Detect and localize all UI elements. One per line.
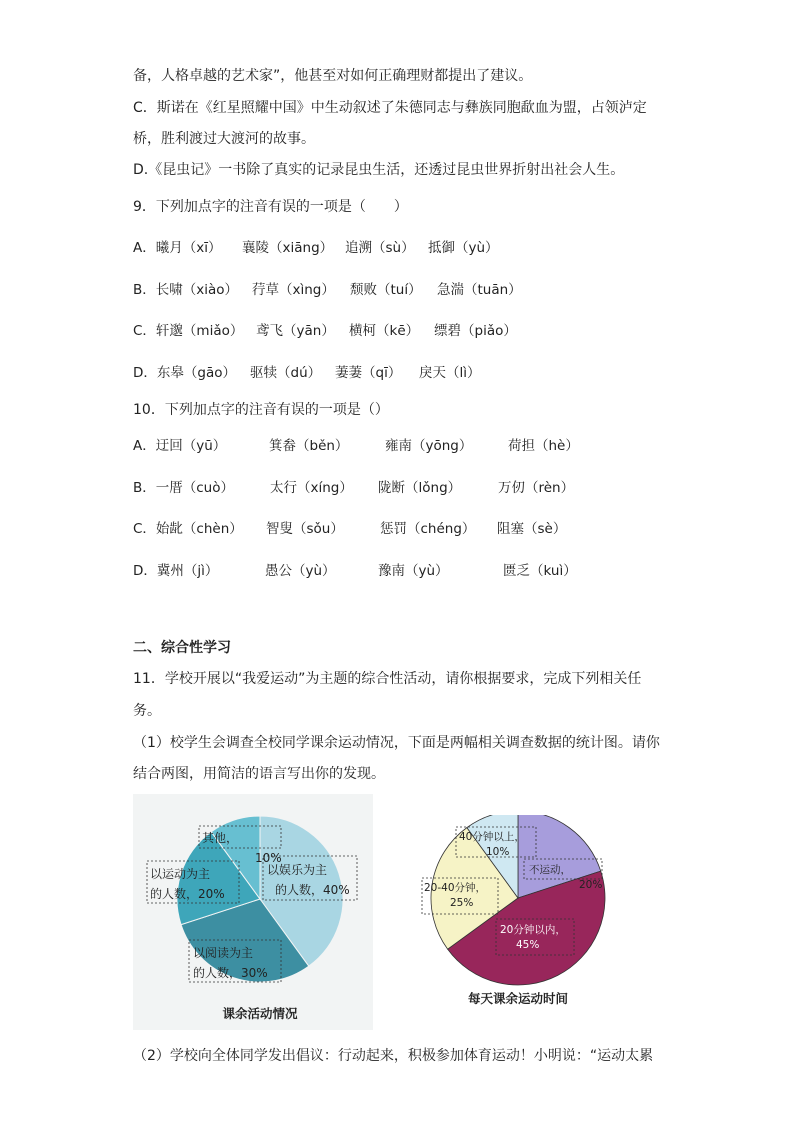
text-line-2: C．斯诺在《红星照耀中国》中生动叙述了朱德同志与彝族同胞歃血为盟，占领泸定 xyxy=(133,100,647,116)
pie-label-0-line1: 以娱乐为主 xyxy=(267,863,328,877)
pie-label-3-line2: 10% xyxy=(486,846,510,858)
pie-label-1-line1: 以阅读为主 xyxy=(193,946,254,960)
pie-label-0-line1: 不运动， xyxy=(529,864,571,876)
pie-label-1-line2: 的人数，30% xyxy=(193,966,268,980)
q10-a-3: 雍南（yōng） xyxy=(385,438,473,454)
q11-sub1-line-1: （1）校学生会调查全校同学课余运动情况，下面是两幅相关调查数据的统计图。请你 xyxy=(133,735,660,751)
q10-a-2: 箕畚（běn） xyxy=(269,438,349,454)
q10-d-3: 豫南（yù） xyxy=(378,563,449,579)
q9-b-4: 急湍（tuān） xyxy=(437,282,522,298)
q10-c-3: 惩罚（chéng） xyxy=(380,521,476,537)
text-line-4: D.《昆虫记》一书除了真实的记录昆虫生活，还透过昆虫世界折射出社会人生。 xyxy=(133,162,625,178)
q9-a-3: 追溯（sù） xyxy=(345,240,415,256)
q10-c-1: C．始龀（chèn） xyxy=(133,521,243,537)
q9-b-2: 荇草（xìng） xyxy=(252,282,335,298)
chart-title: 每天课余运动时间 xyxy=(467,991,569,1006)
q11-line-1: 11．学校开展以“我爱运动”为主题的综合性活动，请你根据要求，完成下列相关任 xyxy=(133,671,642,687)
pie-label-3-line1: 其他， xyxy=(202,831,239,845)
q9-a-2: 襄陵（xiāng） xyxy=(242,240,334,256)
pie-label-1-line2: 45% xyxy=(516,939,540,951)
q10-stem: 10．下列加点字的注音有误的一项是（） xyxy=(133,402,389,418)
q9-d-1: D．东皋（gāo） xyxy=(133,365,236,381)
q9-d-3: 萋萋（qī） xyxy=(335,365,402,381)
pie-label-0-line2: 的人数，40% xyxy=(275,883,350,897)
q9-c-2: 鸢飞（yān） xyxy=(256,323,335,339)
pie-label-3-line1: 40分钟以上， xyxy=(459,831,525,843)
pie-label-2-line2: 的人数，20% xyxy=(150,887,225,901)
q10-a-4: 荷担（hè） xyxy=(508,438,579,454)
q10-b-2: 太行（xíng） xyxy=(270,480,353,496)
pie-label-1-line1: 20分钟以内， xyxy=(500,924,566,936)
q9-b-3: 颓败（tuí） xyxy=(350,282,422,298)
q10-b-1: B．一厝（cuò） xyxy=(133,480,234,496)
section-heading: 二、综合性学习 xyxy=(133,640,231,656)
pie-label-3-line2: 10% xyxy=(255,851,282,865)
chart-activity xyxy=(133,794,373,1030)
q9-stem: 9．下列加点字的注音有误的一项是（ ） xyxy=(133,199,408,215)
q9-c-4: 缥碧（piǎo） xyxy=(434,323,517,339)
q9-c-3: 横柯（kē） xyxy=(349,323,420,339)
text-line-1: 备，人格卓越的艺术家”，他甚至对如何正确理财都提出了建议。 xyxy=(133,68,533,84)
q10-d-1: D．冀州（jì） xyxy=(133,563,219,579)
chart-time xyxy=(404,815,614,1011)
q10-c-4: 阻塞（sè） xyxy=(497,521,567,537)
q10-d-2: 愚公（yù） xyxy=(265,563,336,579)
q10-b-3: 陇断（lǒng） xyxy=(378,480,462,496)
q9-a-1: A．曦月（xī） xyxy=(133,240,222,256)
q11-sub2-line-1: （2）学校向全体同学发出倡议：行动起来，积极参加体育运动！小明说：“运动太累 xyxy=(133,1048,654,1064)
q9-d-2: 驱犊（dú） xyxy=(250,365,322,381)
q10-a-1: A．迂回（yū） xyxy=(133,438,227,454)
q10-b-4: 万仞（rèn） xyxy=(498,480,575,496)
q10-c-2: 智叟（sǒu） xyxy=(266,521,344,537)
q9-d-4: 戾天（lì） xyxy=(419,365,481,381)
q9-c-1: C．轩邈（miǎo） xyxy=(133,323,244,339)
chart-title: 课余活动情况 xyxy=(222,1006,298,1021)
pie-label-2-line2: 25% xyxy=(450,897,474,909)
chart-time-svg xyxy=(404,815,614,1011)
q11-line-2: 务。 xyxy=(133,703,161,719)
q9-a-4: 抵御（yù） xyxy=(428,240,499,256)
text-line-3: 桥，胜利渡过大渡河的故事。 xyxy=(133,131,315,147)
pie-label-0-line2: 20% xyxy=(579,879,603,891)
q9-b-1: B．长啸（xiào） xyxy=(133,282,239,298)
q11-sub1-line-2: 结合两图，用简洁的语言写出你的发现。 xyxy=(133,766,385,782)
q10-d-4: 匮乏（kuì） xyxy=(503,563,577,579)
pie-label-2-line1: 以运动为主 xyxy=(150,867,211,881)
chart-activity-svg xyxy=(133,794,373,1030)
pie-label-2-line1: 20-40分钟， xyxy=(424,882,487,894)
